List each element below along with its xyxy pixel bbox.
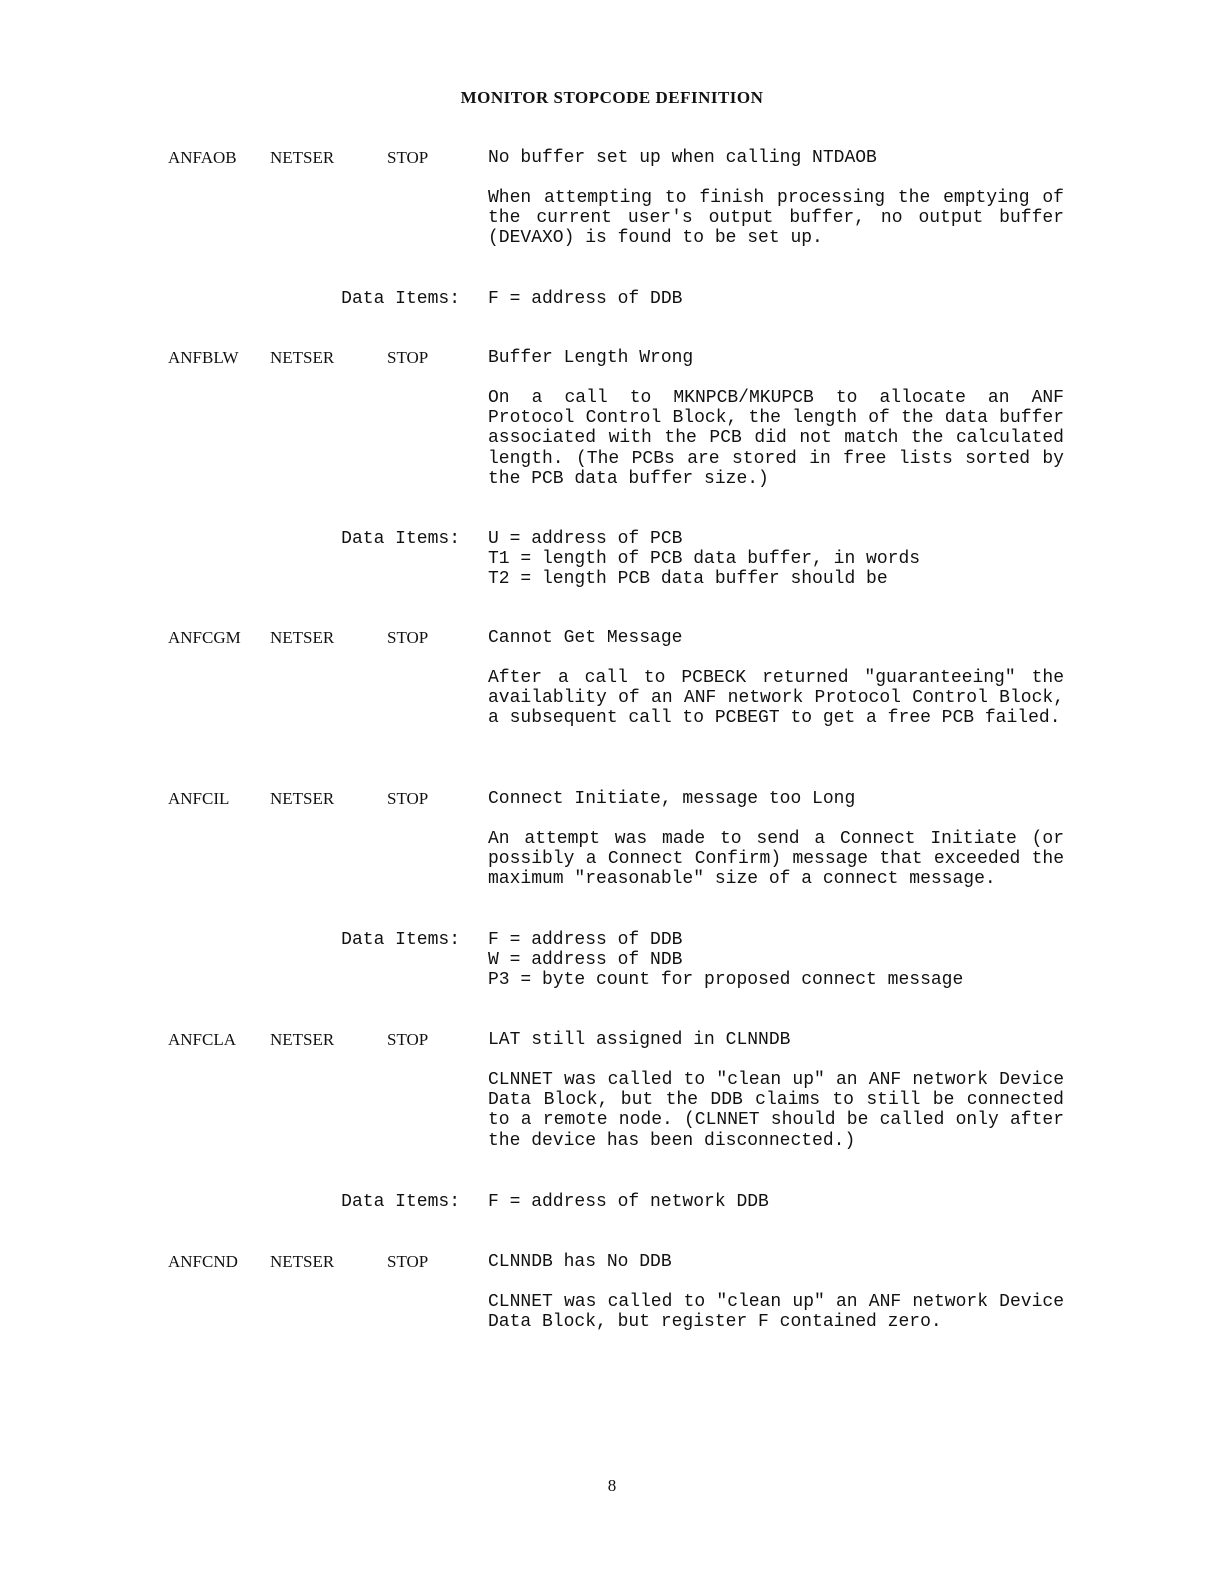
stopcode-code: ANFBLW bbox=[168, 348, 239, 367]
data-item: T2 = length PCB data buffer should be bbox=[488, 569, 888, 589]
stopcode-name: No buffer set up when calling NTDAOB bbox=[488, 148, 877, 168]
stopcode-code: ANFCGM bbox=[168, 628, 241, 647]
data-items-list bbox=[488, 930, 963, 990]
stopcode-name: LAT still assigned in CLNNDB bbox=[488, 1030, 791, 1050]
data-item: F = address of network DDB bbox=[488, 1192, 769, 1212]
stopcode-module: NETSER bbox=[270, 148, 335, 167]
stopcode-code: ANFCIL bbox=[168, 789, 230, 808]
stopcode-type: STOP bbox=[387, 628, 429, 647]
stopcode-module: NETSER bbox=[270, 348, 335, 367]
stopcode-entry-anfblw bbox=[0, 348, 1224, 589]
data-item: P3 = byte count for proposed connect message bbox=[488, 970, 964, 990]
data-items-label: Data Items: bbox=[341, 529, 460, 549]
page-number: 8 bbox=[607, 1476, 617, 1495]
data-items-label: Data Items: bbox=[341, 289, 460, 309]
stopcode-module: NETSER bbox=[270, 1252, 335, 1271]
stopcode-name: CLNNDB has No DDB bbox=[488, 1252, 672, 1272]
stopcode-code: ANFCND bbox=[168, 1252, 238, 1271]
stopcode-code: ANFCLA bbox=[168, 1030, 237, 1049]
data-items-label: Data Items: bbox=[341, 1192, 460, 1212]
stopcode-description: CLNNET was called to "clean up" an ANF network Device Data Block, but the DDB claims to still be connected to a remote node. (CLNNET should be called only after the device has been disconnected.) bbox=[488, 1070, 1064, 1151]
stopcode-type: STOP bbox=[387, 348, 429, 367]
stopcode-type: STOP bbox=[387, 789, 429, 808]
page-title: MONITOR STOPCODE DEFINITION bbox=[460, 88, 764, 107]
stopcode-name: Cannot Get Message bbox=[488, 628, 683, 648]
data-item: T1 = length of PCB data buffer, in words bbox=[488, 549, 921, 569]
stopcode-entry-anfaob bbox=[0, 148, 1224, 309]
stopcode-type: STOP bbox=[387, 1252, 429, 1271]
data-items-list bbox=[488, 289, 682, 309]
stopcode-type: STOP bbox=[387, 1030, 429, 1049]
data-item: U = address of PCB bbox=[488, 529, 683, 549]
stopcode-module: NETSER bbox=[270, 1030, 335, 1049]
stopcode-description: After a call to PCBECK returned "guaranteeing" the availablity of an ANF network Protocol Control Block, a subsequent call to PCBEGT to get a free PCB failed. bbox=[488, 668, 1064, 729]
stopcode-entry-anfcla bbox=[0, 1030, 1224, 1212]
data-item: F = address of DDB bbox=[488, 930, 683, 950]
stopcode-name: Buffer Length Wrong bbox=[488, 348, 694, 368]
stopcode-name: Connect Initiate, message too Long bbox=[488, 789, 856, 809]
stopcode-description: CLNNET was called to "clean up" an ANF network Device Data Block, but register F contained zero. bbox=[488, 1292, 1064, 1333]
stopcode-entry-anfcnd bbox=[0, 1252, 1224, 1333]
stopcode-description: When attempting to finish processing the emptying of the current user's output buffer, no output buffer (DEVAXO) is found to be set up. bbox=[488, 188, 1064, 249]
data-items-list bbox=[488, 529, 920, 589]
data-items-label: Data Items: bbox=[341, 930, 460, 950]
stopcode-entry-anfcgm bbox=[0, 628, 1224, 729]
stopcode-description: An attempt was made to send a Connect Initiate (or possibly a Connect Confirm) message that exceeded the maximum "reasonable" size of a connect message. bbox=[488, 829, 1064, 890]
data-items-list bbox=[488, 1192, 769, 1212]
stopcode-type: STOP bbox=[387, 148, 429, 167]
stopcode-module: NETSER bbox=[270, 789, 335, 808]
stopcode-module: NETSER bbox=[270, 628, 335, 647]
data-item: F = address of DDB bbox=[488, 289, 683, 309]
stopcode-code: ANFAOB bbox=[168, 148, 237, 167]
stopcode-description: On a call to MKNPCB/MKUPCB to allocate an ANF Protocol Control Block, the length of the data buffer associated with the PCB did not match the calculated length. (The PCBs are stored in free lists sorted by the PCB data buffer size.) bbox=[488, 388, 1064, 489]
stopcode-entry-anfcil bbox=[0, 789, 1224, 990]
data-item: W = address of NDB bbox=[488, 950, 683, 970]
